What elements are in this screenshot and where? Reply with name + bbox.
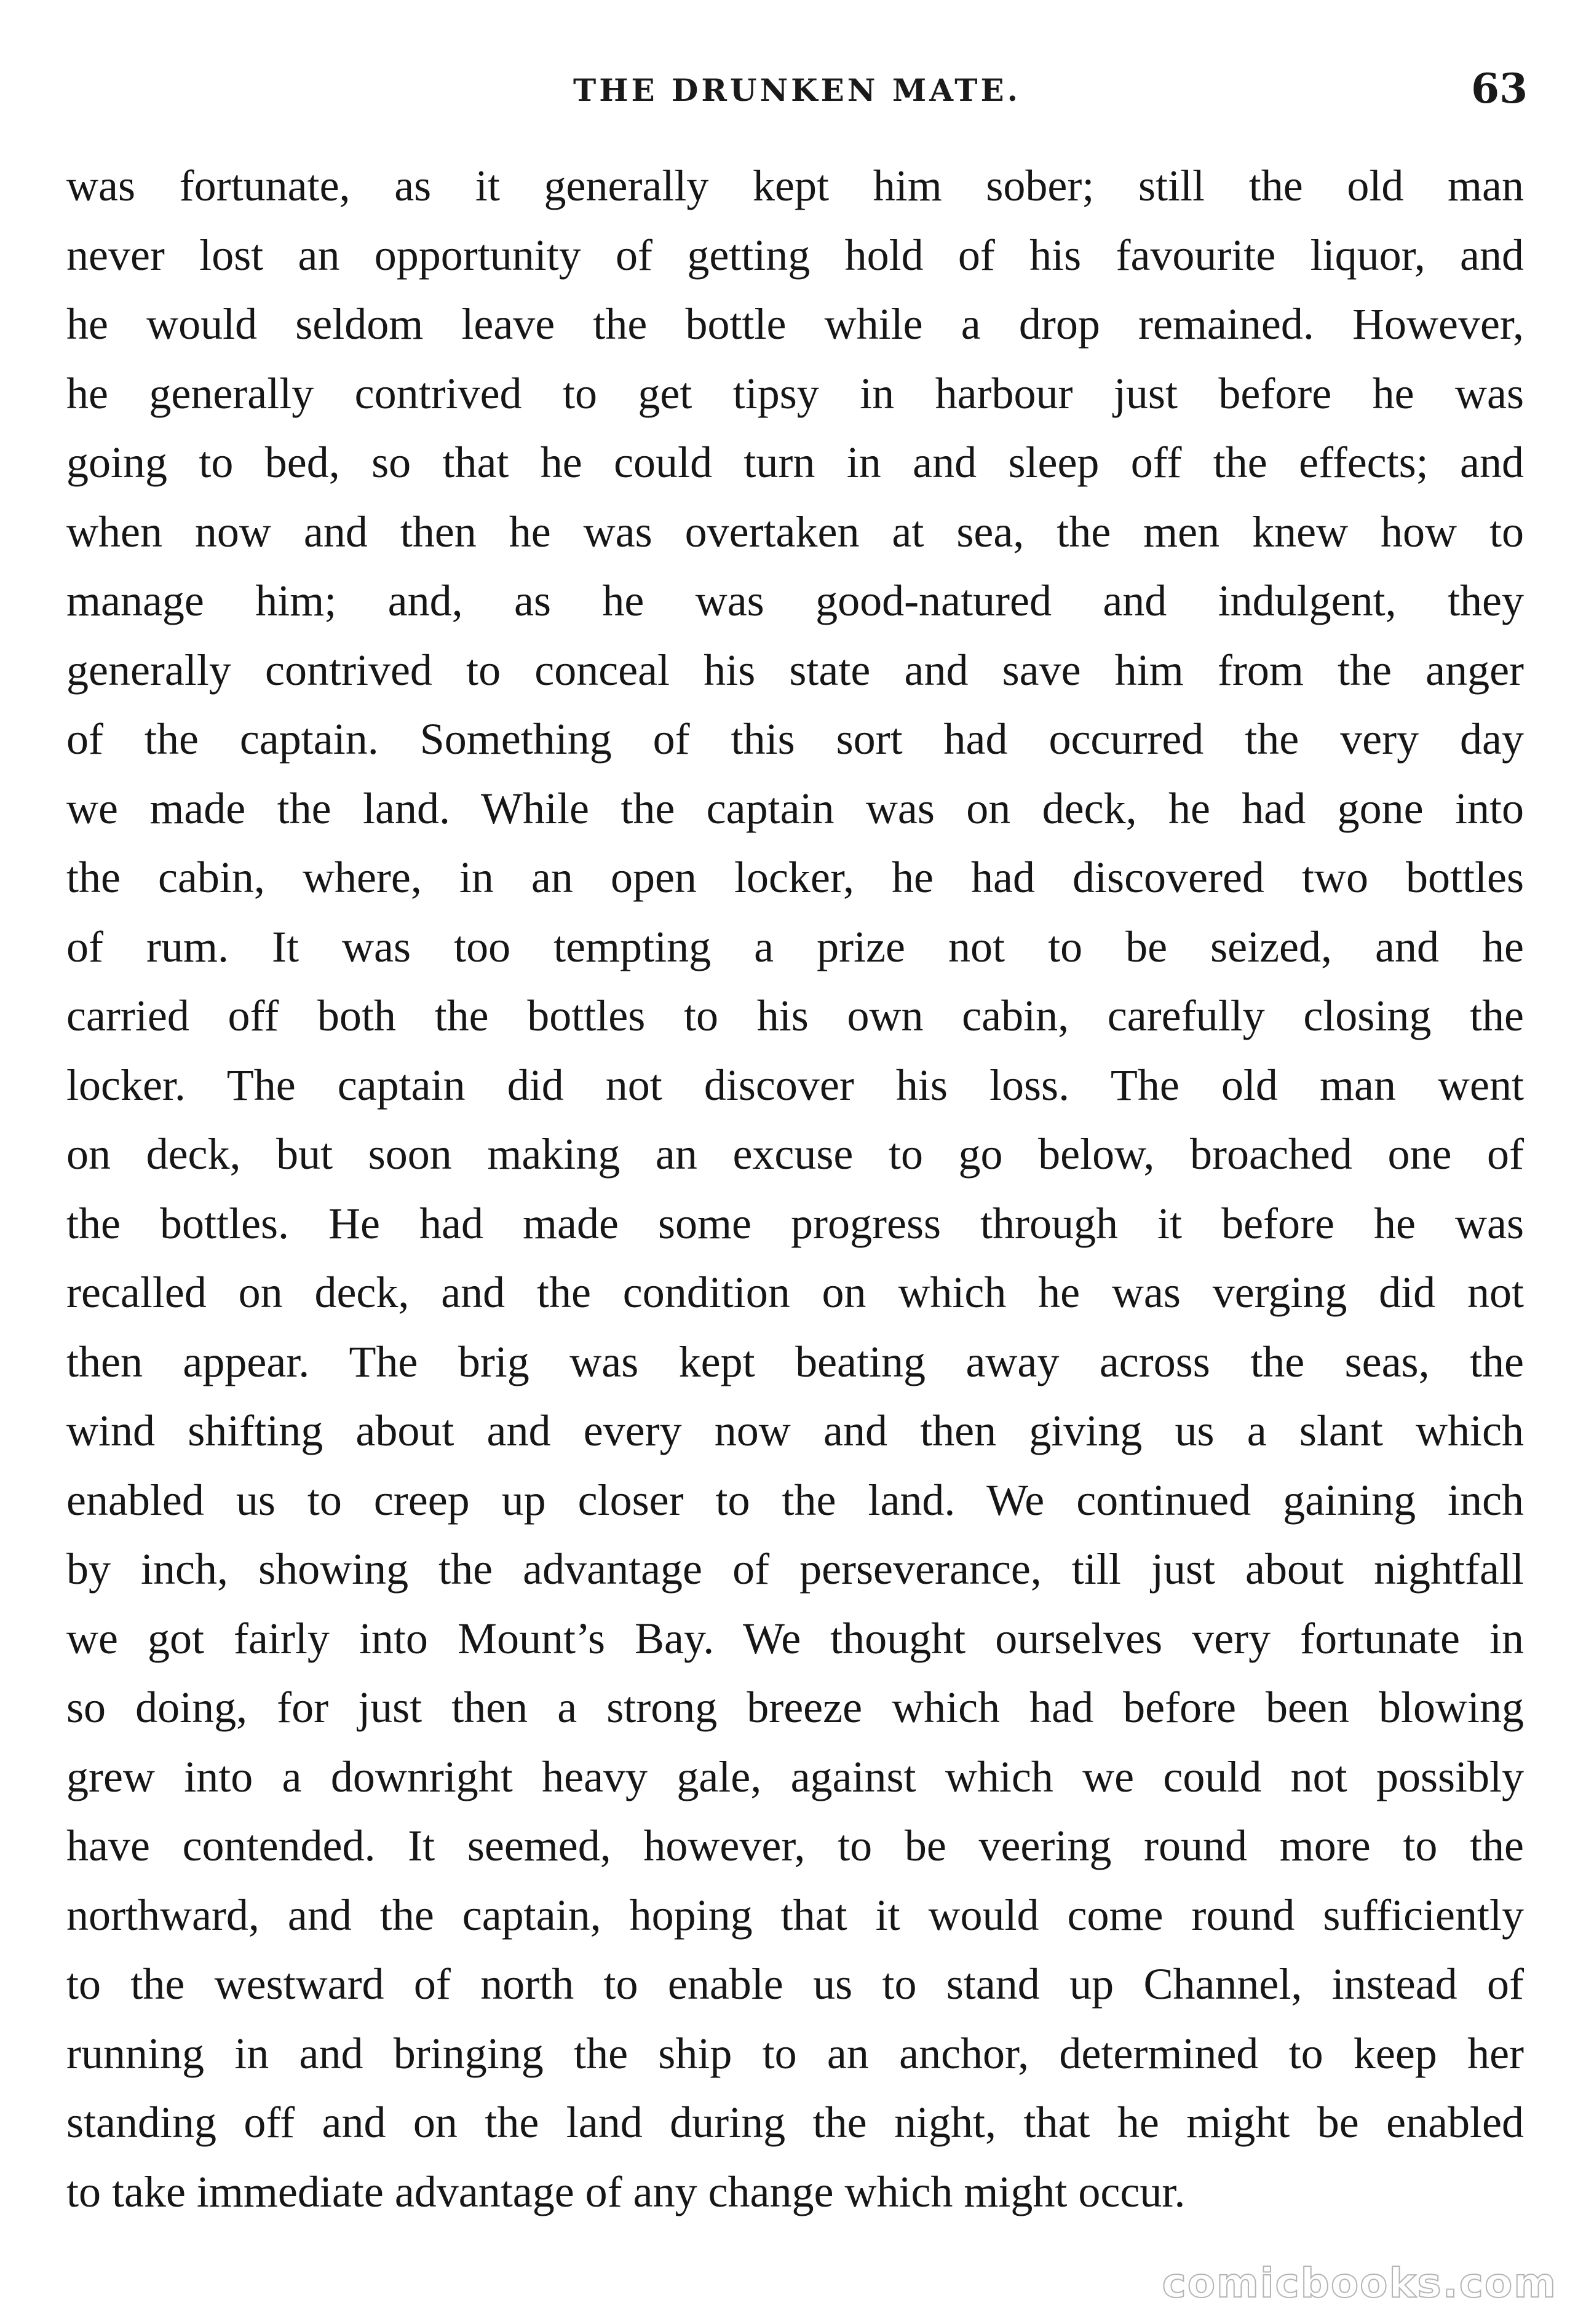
text-line: carried off both the bottles to his own cabin, carefully closing the <box>66 991 1524 1040</box>
text-line: wind shifting about and every now and then giving us a slant which <box>66 1406 1524 1455</box>
text-line: we made the land. While the captain was on deck, he had gone into <box>66 783 1524 833</box>
text-line: generally contrived to conceal his state and save him from the anger <box>66 645 1524 695</box>
text-line-last: to take immediate advantage of any change which might occur. <box>66 2167 1186 2216</box>
text-line: locker. The captain did not discover his loss. The old man went <box>66 1060 1524 1110</box>
text-line: of the captain. Something of this sort had occurred the very day <box>66 714 1524 764</box>
page-header <box>0 65 1594 124</box>
text-line: to the westward of north to enable us to stand up Channel, instead of <box>66 1959 1524 2009</box>
text-line: of rum. It was too tempting a prize not to be seized, and he <box>66 922 1524 971</box>
text-line: enabled us to creep up closer to the land. We continued gaining inch <box>66 1475 1524 1525</box>
text-line: when now and then he was overtaken at sea, the men knew how to <box>66 507 1524 556</box>
text-line: recalled on deck, and the condition on which he was verging did not <box>66 1268 1524 1317</box>
text-line: the bottles. He had made some progress through it before he was <box>66 1198 1524 1248</box>
text-line: we got fairly into Mount’s Bay. We thought ourselves very fortunate in <box>66 1613 1524 1663</box>
running-title: THE DRUNKEN MATE. <box>573 72 1021 108</box>
text-line: then appear. The brig was kept beating away across the seas, the <box>66 1337 1524 1386</box>
body-text <box>66 151 1524 2226</box>
text-line: the cabin, where, in an open locker, he had discovered two bottles <box>66 853 1524 902</box>
text-line: by inch, showing the advantage of perseverance, till just about nightfall <box>66 1544 1524 1594</box>
text-line: running in and bringing the ship to an anchor, determined to keep her <box>66 2028 1524 2078</box>
text-line: he generally contrived to get tipsy in harbour just before he was <box>66 368 1524 418</box>
text-line: on deck, but soon making an excuse to go below, broached one of <box>66 1129 1524 1179</box>
text-line: standing off and on the land during the night, that he might be enabled <box>66 2098 1524 2147</box>
text-line: manage him; and, as he was good-natured and indulgent, they <box>66 576 1524 625</box>
text-line: so doing, for just then a strong breeze which had before been blowing <box>66 1683 1524 1732</box>
text-line: never lost an opportunity of getting hold of his favourite liquor, and <box>66 230 1524 280</box>
text-line: grew into a downright heavy gale, against which we could not possibly <box>66 1752 1524 1801</box>
text-line: was fortunate, as it generally kept him sober; still the old man <box>66 161 1524 210</box>
page-number: 63 <box>1471 65 1528 113</box>
text-line: have contended. It seemed, however, to be veering round more to the <box>66 1821 1524 1870</box>
text-line: going to bed, so that he could turn in and sleep off the effects; and <box>66 438 1524 487</box>
text-line: northward, and the captain, hoping that it would come round sufficiently <box>66 1890 1524 1940</box>
watermark: comicbooks.com <box>1162 2259 1557 2307</box>
text-line: he would seldom leave the bottle while a drop remained. However, <box>66 299 1524 349</box>
